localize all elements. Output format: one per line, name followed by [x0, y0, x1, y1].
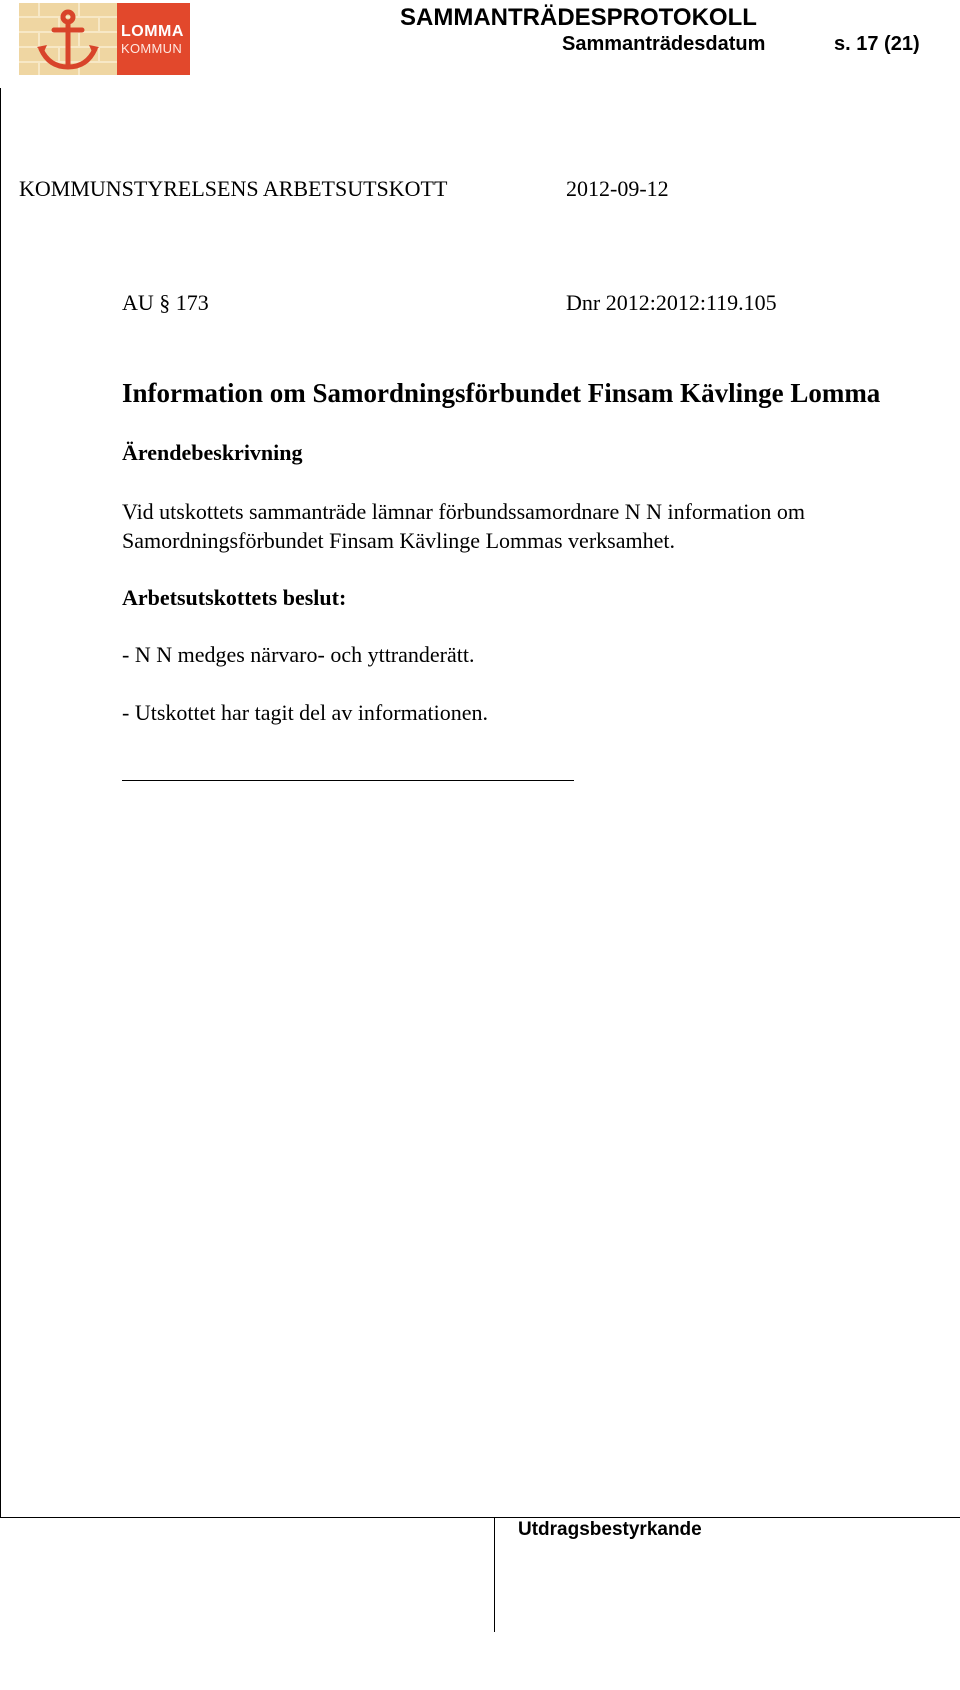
anchor-logo-icon [19, 3, 117, 75]
description-heading: Ärendebeskrivning [122, 440, 303, 465]
description-paragraph [122, 497, 942, 555]
meeting-date: 2012-09-12 [566, 176, 669, 201]
decision-item: - N N medges närvaro- och yttranderätt. [122, 642, 475, 667]
meeting-date-label: Sammanträdesdatum [562, 33, 766, 55]
decision-item: - Utskottet har tagit del av informationen. [122, 700, 488, 725]
decision-heading: Arbetsutskottets beslut: [122, 585, 347, 610]
logo-line-1: LOMMA [121, 22, 184, 40]
diary-number: Dnr 2012:2012:119.105 [566, 290, 777, 315]
section-title: Information om Samordningsförbundet Finsam Kävlinge Lomma [122, 378, 881, 408]
description-line: Samordningsförbundet Finsam Kävlinge Lommas verksamhet. [122, 528, 675, 553]
section-number: AU § 173 [122, 290, 209, 315]
lomma-kommun-logo [19, 3, 190, 75]
committee-name: KOMMUNSTYRELSENS ARBETSUTSKOTT [19, 176, 448, 201]
footer-divider [494, 1517, 495, 1632]
logo-line-2: KOMMUN [121, 40, 183, 56]
logo-wordmark [117, 3, 190, 75]
protocol-title: SAMMANTRÄDESPROTOKOLL [400, 4, 757, 31]
page-number: s. 17 (21) [834, 33, 920, 55]
section-end-rule [122, 780, 574, 781]
description-line: Vid utskottets sammanträde lämnar förbundssamordnare N N information om [122, 499, 805, 524]
left-margin-rule [0, 88, 1, 1518]
footer-certification-label: Utdragsbestyrkande [518, 1519, 702, 1540]
footer-rule [0, 1517, 960, 1518]
